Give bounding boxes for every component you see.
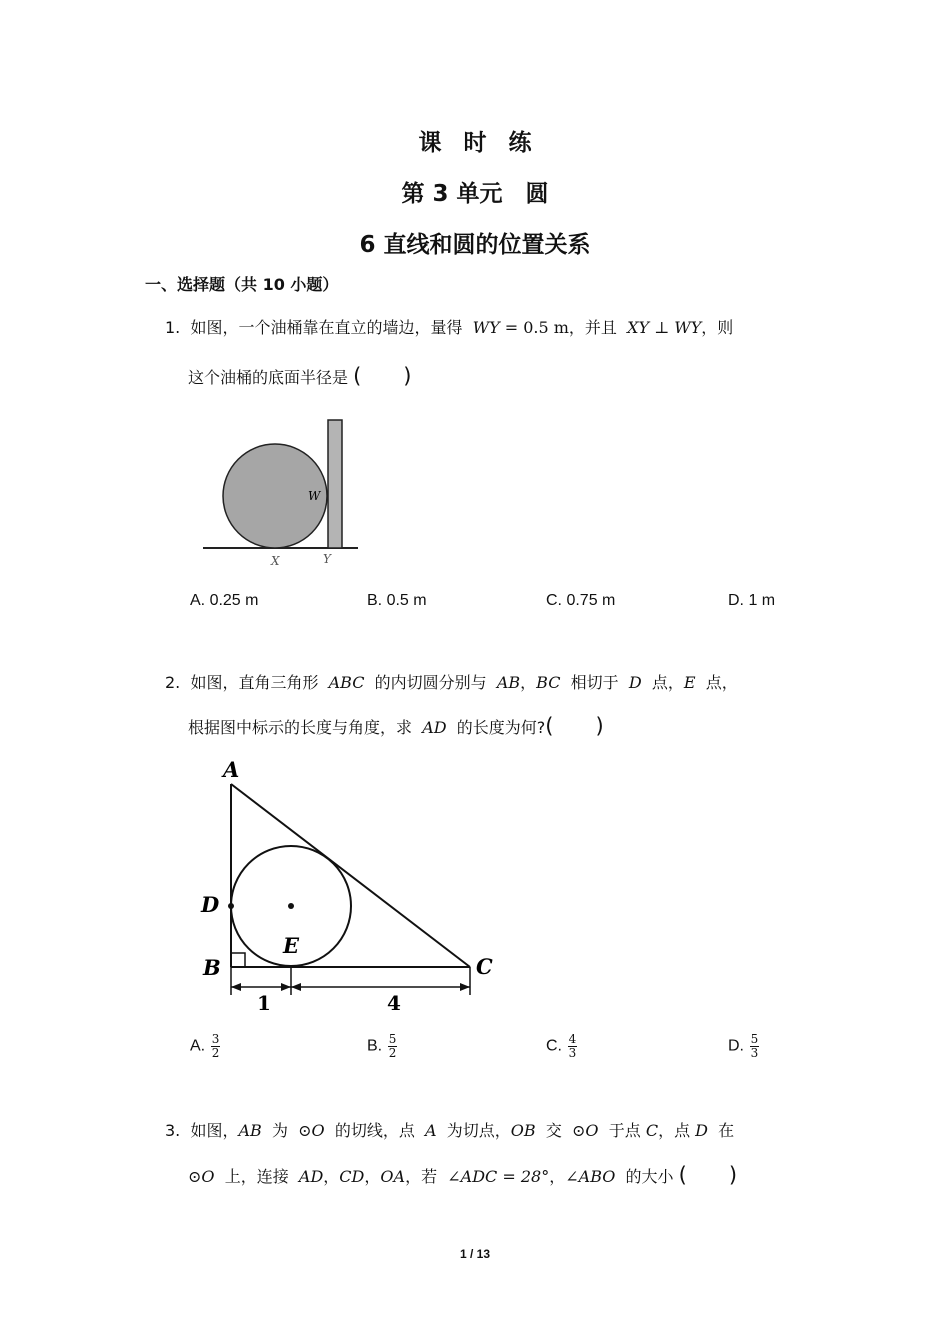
q2-text: 根据图中标示的长度与角度，求 xyxy=(188,718,413,737)
option-letter: B. xyxy=(367,1037,383,1055)
page-title: 课时练 xyxy=(418,130,554,156)
arrowhead xyxy=(281,983,291,991)
q2-option-b[interactable] xyxy=(367,1033,397,1060)
arrowhead xyxy=(291,983,301,991)
fraction xyxy=(568,1033,577,1060)
q3-math: OB xyxy=(510,1121,536,1140)
q2-option-a[interactable] xyxy=(190,1033,220,1060)
q2-math: E xyxy=(683,673,696,692)
answer-paren: ( ) xyxy=(545,714,604,738)
denominator: 3 xyxy=(568,1046,577,1060)
arrowhead xyxy=(460,983,470,991)
q2-option-d[interactable] xyxy=(728,1033,759,1060)
q3-math: ⊙O xyxy=(188,1167,215,1186)
q1-option-a[interactable]: A. 0.25 m xyxy=(190,592,259,609)
q3-math: ∠ABO xyxy=(565,1167,616,1186)
q1-math: XY ⊥ WY xyxy=(627,318,702,337)
q2-text: 的长度为何? xyxy=(456,718,546,737)
q3-text: 在 xyxy=(718,1121,735,1140)
q3-math: CD xyxy=(339,1167,365,1186)
q1-math: WY xyxy=(472,318,500,337)
q3-math: OA xyxy=(380,1167,406,1186)
q2-math: D xyxy=(628,673,642,692)
q2-text: 的内切圆分别与 xyxy=(374,673,487,692)
q1-text: = 0.5 m，并且 xyxy=(504,318,617,337)
fraction xyxy=(211,1033,220,1060)
wall xyxy=(328,420,342,548)
q1-text: ，则 xyxy=(701,318,734,337)
q2-number: 2. xyxy=(165,673,181,692)
q2-text: 如图，直角三角形 xyxy=(190,673,319,692)
label-x: X xyxy=(271,554,280,568)
q3-text: ， xyxy=(549,1167,566,1186)
fraction xyxy=(750,1033,759,1060)
q3-text: ， xyxy=(364,1167,381,1186)
q2-line2 xyxy=(188,716,604,738)
q3-math: AB xyxy=(238,1121,262,1140)
label-a: A xyxy=(223,757,240,782)
q3-text: 于点 xyxy=(608,1121,641,1140)
q3-math: AD xyxy=(298,1167,324,1186)
q3-math: C xyxy=(645,1121,659,1140)
q2-text: 相切于 xyxy=(570,673,619,692)
answer-paren: ( ) xyxy=(678,1163,738,1187)
denominator: 2 xyxy=(211,1046,220,1060)
q2-math: BC xyxy=(536,673,561,692)
denominator: 2 xyxy=(388,1046,397,1060)
q2-text: ， xyxy=(520,673,537,692)
q3-math: D xyxy=(695,1121,708,1140)
oil-drum-figure xyxy=(195,410,370,575)
answer-paren: ( ) xyxy=(353,364,412,388)
numerator: 4 xyxy=(568,1032,577,1046)
q3-math: ∠ADC = 28° xyxy=(447,1167,550,1186)
q1-line2 xyxy=(188,366,412,388)
q1-text: 这个油桶的底面半径是 xyxy=(188,368,349,387)
q3-text: 交 xyxy=(545,1121,562,1140)
q3-number: 3. xyxy=(165,1121,181,1140)
page-number: 1 / 13 xyxy=(459,1247,491,1261)
lesson-title: 6 直线和圆的位置关系 xyxy=(359,232,591,258)
q2-math: AD xyxy=(422,718,447,737)
q3-text: 为切点， xyxy=(446,1121,511,1140)
q3-text: 为 xyxy=(271,1121,288,1140)
q2-math: ABC xyxy=(328,673,365,692)
q3-math: A xyxy=(425,1121,437,1140)
label-c: C xyxy=(476,954,493,979)
incircle-center xyxy=(288,903,294,909)
label-y: Y xyxy=(323,552,331,566)
q3-text: ， xyxy=(323,1167,340,1186)
arrowhead xyxy=(231,983,241,991)
label-d: D xyxy=(201,892,220,917)
q3-text: ，点 xyxy=(658,1121,691,1140)
numerator: 3 xyxy=(211,1032,220,1046)
label-e: E xyxy=(283,933,300,958)
label-w: W xyxy=(308,489,321,503)
q2-text: 点， xyxy=(651,673,684,692)
q1-text: 如图，一个油桶靠在直立的墙边，量得 xyxy=(190,318,463,337)
label-b: B xyxy=(203,955,221,980)
triangle-incircle-figure xyxy=(195,755,505,1020)
q3-line1 xyxy=(165,1121,734,1141)
q3-text: 如图， xyxy=(190,1121,239,1140)
q1-option-c[interactable]: C. 0.75 m xyxy=(546,592,616,609)
numerator: 5 xyxy=(750,1032,759,1046)
numerator: 5 xyxy=(388,1032,397,1046)
q2-text: 点， xyxy=(705,673,738,692)
q1-number: 1. xyxy=(165,318,181,337)
q1-option-d[interactable]: D. 1 m xyxy=(728,592,776,609)
q1-line1 xyxy=(165,318,733,338)
q3-math: ⊙O xyxy=(572,1121,599,1140)
option-letter: D. xyxy=(728,1037,744,1055)
unit-title: 第 3 单元 圆 xyxy=(401,181,549,207)
length-1: 1 xyxy=(257,991,271,1015)
q3-math: ⊙O xyxy=(298,1121,325,1140)
fraction xyxy=(388,1033,397,1060)
q3-text: ，若 xyxy=(405,1167,438,1186)
denominator: 3 xyxy=(750,1046,759,1060)
q2-option-c[interactable] xyxy=(546,1033,577,1060)
length-4: 4 xyxy=(387,991,401,1015)
section-heading: 一、选择题（共 10 小题） xyxy=(145,275,339,294)
q3-line2 xyxy=(188,1165,737,1187)
right-angle-mark xyxy=(231,953,245,967)
q3-text: 的切线，点 xyxy=(334,1121,415,1140)
point-d xyxy=(228,903,234,909)
side-ac xyxy=(231,784,470,967)
q3-text: 的大小 xyxy=(625,1167,674,1186)
q3-text: 上，连接 xyxy=(224,1167,289,1186)
q2-line1 xyxy=(165,673,738,693)
option-letter: A. xyxy=(190,1037,206,1055)
option-letter: C. xyxy=(546,1037,562,1055)
q1-option-b[interactable]: B. 0.5 m xyxy=(367,592,427,609)
q2-math: AB xyxy=(496,673,521,692)
